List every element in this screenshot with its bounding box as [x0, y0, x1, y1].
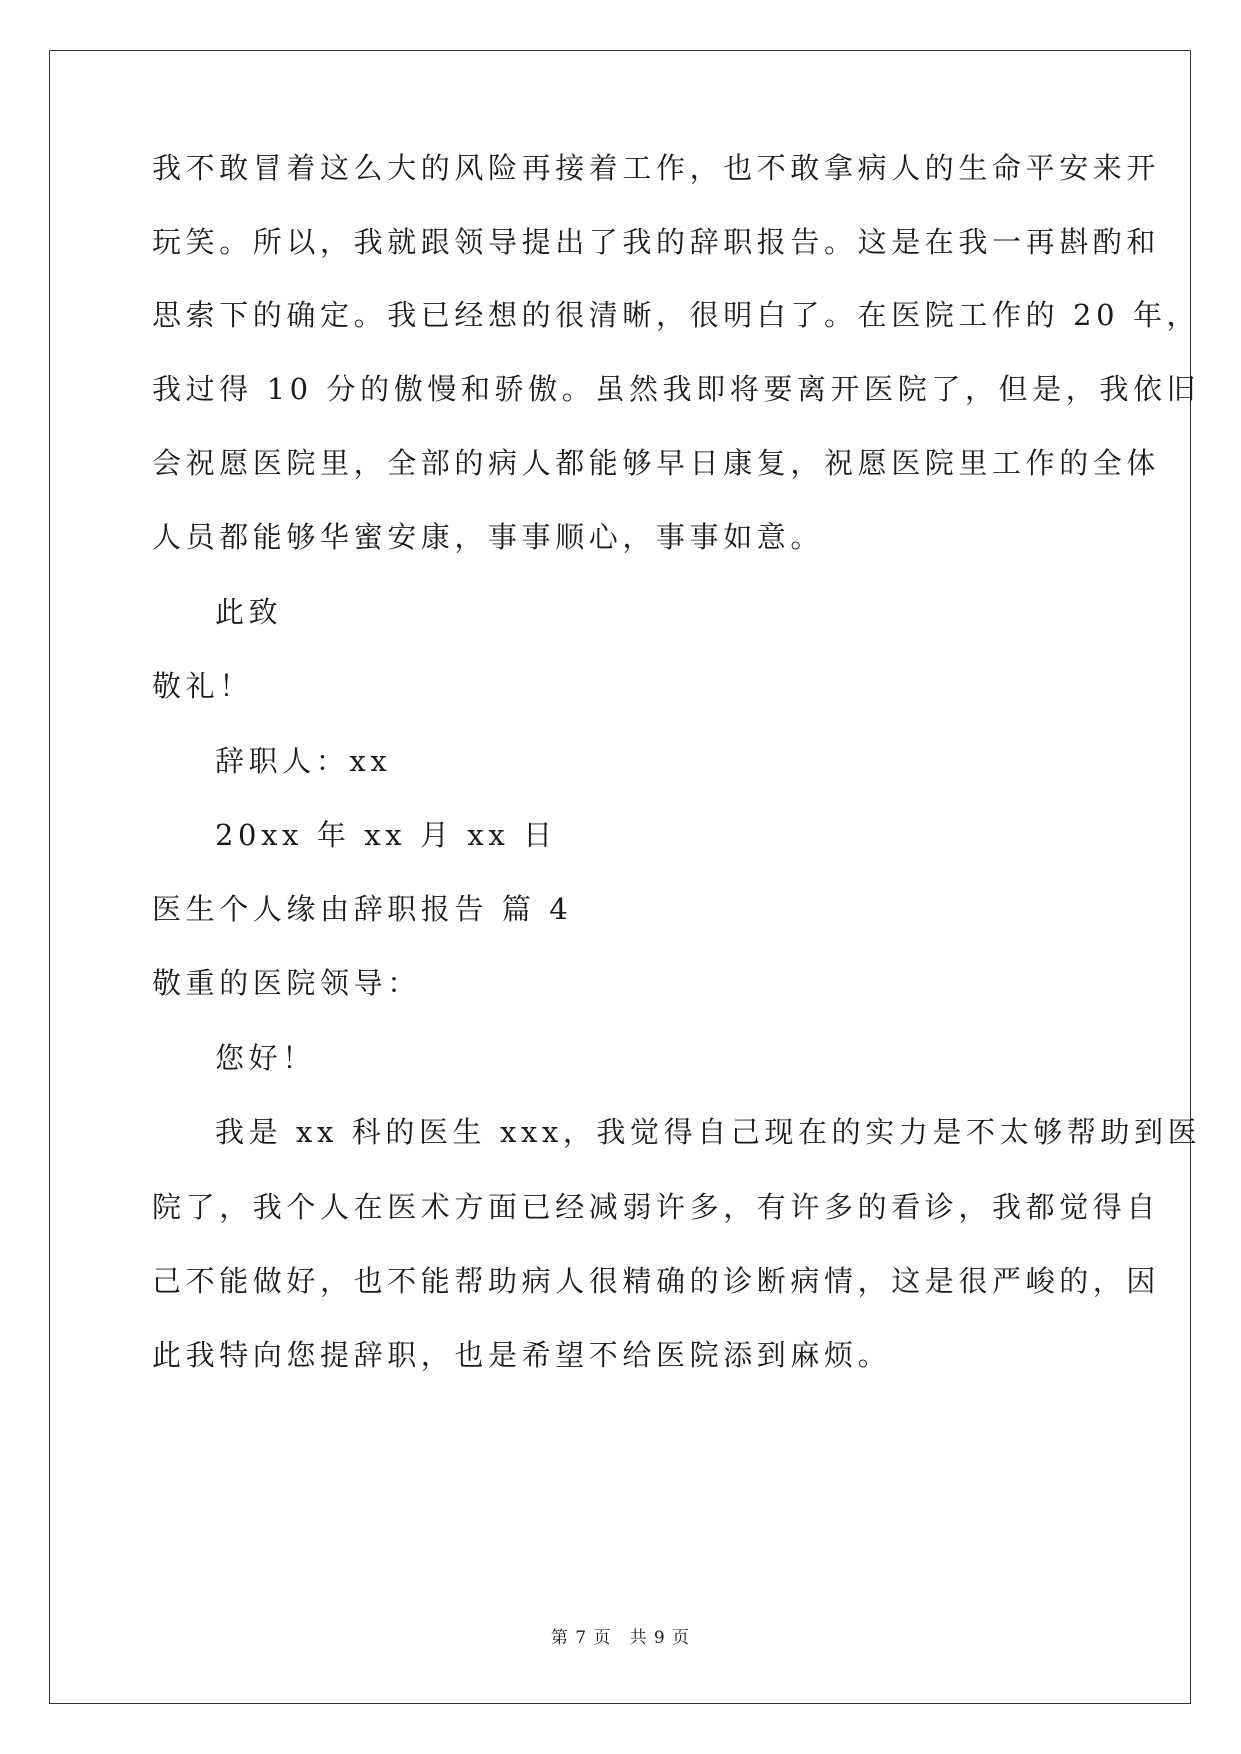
paragraph-line: 会祝愿医院里，全部的病人都能够早日康复，祝愿医院里工作的全体 — [152, 446, 1161, 480]
paragraph-line: 人员都能够华蜜安康，事事顺心，事事如意。 — [152, 520, 825, 554]
paragraph-line: 我不敢冒着这么大的风险再接着工作，也不敢拿病人的生命平安来开 — [152, 151, 1161, 185]
paragraph-line: 此我特向您提辞职，也是希望不给医院添到麻烦。 — [152, 1338, 892, 1372]
paragraph-line: 我是 xx 科的医生 xxx，我觉得自己现在的实力是不太够帮助到医 — [215, 1115, 1202, 1149]
paragraph-line: 院了，我个人在医术方面已经减弱许多，有许多的看诊，我都觉得自 — [152, 1190, 1161, 1224]
letter-addressee: 敬重的医院领导： — [152, 966, 421, 1000]
paragraph-line: 己不能做好，也不能帮助病人很精确的诊断病情，这是很严峻的，因 — [152, 1264, 1161, 1298]
letter-greeting: 您好！ — [215, 1041, 316, 1075]
page-number-footer: 第 7 页 共 9 页 — [550, 1628, 691, 1648]
signature-date: 20xx 年 xx 月 xx 日 — [215, 818, 557, 852]
paragraph-line: 思索下的确定。我已经想的很清晰，很明白了。在医院工作的 20 年， — [152, 298, 1201, 332]
section-heading: 医生个人缘由辞职报告 篇 4 — [152, 892, 573, 926]
closing-salutation: 此致 — [215, 595, 283, 629]
paragraph-line: 我过得 10 分的傲慢和骄傲。虽然我即将要离开医院了，但是，我依旧 — [152, 372, 1201, 406]
paragraph-line: 玩笑。所以，我就跟领导提出了我的辞职报告。这是在我一再斟酌和 — [152, 225, 1161, 259]
closing-regards: 敬礼！ — [152, 669, 253, 703]
signature-name: 辞职人：xx — [215, 744, 392, 778]
